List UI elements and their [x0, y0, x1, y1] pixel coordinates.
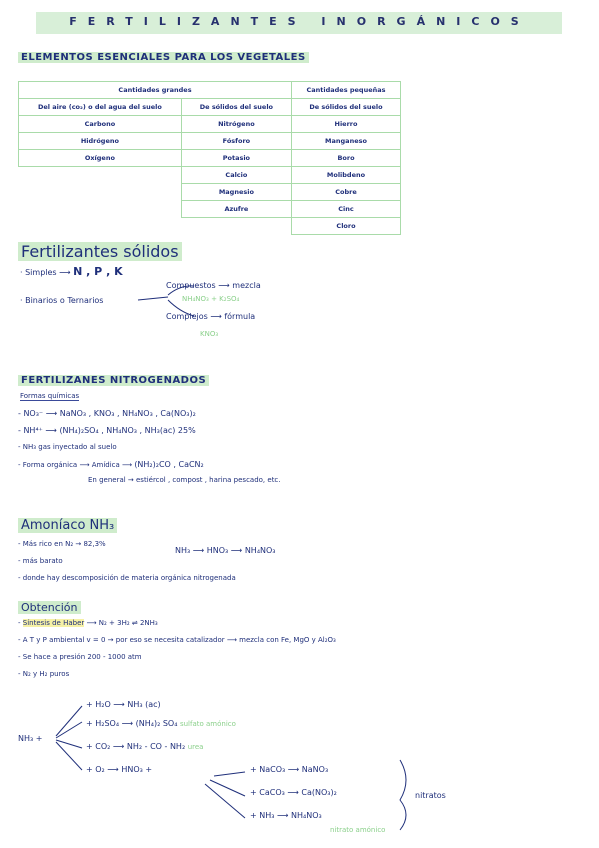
reaction-row-1: + H₂O ⟶ NH₃ (ac) — [86, 700, 161, 709]
obtencion-line-2: - A T y P ambiental v = 0 → por eso se necesita catalizador ⟶ mezcla con Fe, MgO y Al₂O₃ — [18, 636, 336, 644]
table-cell: Molibdeno — [292, 167, 401, 184]
table-cell: Cloro — [292, 218, 401, 235]
ammonia-line-3: - donde hay descomposición de materia orgánica nitrogenada — [18, 574, 236, 582]
table-cell: Nitrógeno — [181, 116, 291, 133]
col-header-air: Del aire (co₂) o del agua del suelo — [19, 99, 182, 116]
nh3-reactant: NH₃ + — [18, 734, 43, 743]
ammonia-line-2: - más barato — [18, 557, 63, 565]
complejos-example: KNO₃ — [200, 330, 219, 338]
simples-row: · Simples ⟶ N , P , K — [20, 265, 123, 278]
nitro-line-4: - Forma orgánica ⟶ Amídica ⟶ (NH₂)₂CO , CaCN₂ — [18, 460, 204, 469]
nitrate-row-2: + CaCO₃ ⟶ Ca(NO₃)₂ — [250, 788, 337, 797]
nitratos-label: nitratos — [415, 791, 446, 800]
obtencion-line-1: - Síntesis de Haber ⟶ N₂ + 3H₂ ⇌ 2NH₃ — [18, 619, 158, 627]
reaction-row-4: + O₂ ⟶ HNO₃ + — [86, 765, 153, 774]
obtencion-line-3: - Se hace a presión 200 - 1000 atm — [18, 653, 142, 661]
reaction-row-2: + H₂SO₄ ⟶ (NH₄)₂ SO₄ sulfato amónico — [86, 719, 236, 728]
table-cell: Azufre — [181, 201, 291, 218]
nitro-line-5: En general → estiércol , compost , harina pescado, etc. — [88, 476, 281, 484]
table-cell: Calcio — [181, 167, 291, 184]
nitrate-row-3: + NH₃ ⟶ NH₄NO₃ — [250, 811, 322, 820]
compuestos-row: Compuestos ⟶ mezcla — [166, 281, 261, 290]
nitrate-row-1: + NaCO₃ ⟶ NaNO₃ — [250, 765, 329, 774]
complejos-row: Complejos ⟶ fórmula — [166, 312, 256, 321]
section4-heading: Amoníaco NH₃ — [18, 518, 117, 533]
page-title: FERTILIZANTES INORGÁNICOS — [69, 15, 530, 28]
nitro-line-1: - NO₃⁻ ⟶ NaNO₃ , KNO₃ , NH₄NO₃ , Ca(NO₃)₂ — [18, 409, 196, 418]
group-header-small: Cantidades pequeñas — [292, 82, 401, 99]
nitro-line-2: - NH⁴⁺ ⟶ (NH₄)₂SO₄ , NH₄NO₃ , NH₃(ac) 25% — [18, 426, 196, 435]
col-header-solid-large: De sólidos del suelo — [181, 99, 291, 116]
reaction-row-3: + CO₂ ⟶ NH₂ - CO - NH₂ urea — [86, 742, 204, 751]
table-cell: Oxígeno — [19, 150, 182, 167]
binarios-label: · Binarios o Ternarios — [20, 296, 104, 305]
table-cell: Manganeso — [292, 133, 401, 150]
obtencion-line-4: - N₂ y H₂ puros — [18, 670, 70, 678]
table-cell: Magnesio — [181, 184, 291, 201]
col-header-solid-small: De sólidos del suelo — [292, 99, 401, 116]
table-cell: Boro — [292, 150, 401, 167]
nitro-line-3: - NH₃ gas inyectado al suelo — [18, 443, 117, 451]
table-cell: Hidrógeno — [19, 133, 182, 150]
ammonia-chain: NH₃ ⟶ HNO₃ ⟶ NH₄NO₃ — [175, 546, 276, 555]
section3-sub: Formas químicas — [20, 392, 80, 400]
group-header-large: Cantidades grandes — [19, 82, 292, 99]
section1-heading: ELEMENTOS ESENCIALES PARA LOS VEGETALES — [18, 52, 309, 63]
table-cell: Potasio — [181, 150, 291, 167]
ammonia-line-1: - Más rico en N₂ → 82,3% — [18, 540, 106, 548]
table-cell: Hierro — [292, 116, 401, 133]
table-cell: Cobre — [292, 184, 401, 201]
section5-heading: Obtención — [18, 601, 81, 614]
compuestos-example: NH₄NO₃ + K₂SO₄ — [182, 295, 240, 303]
table-cell: Carbono — [19, 116, 182, 133]
table-cell: Cinc — [292, 201, 401, 218]
nitrate-label: nitrato amónico — [330, 826, 386, 834]
section3-heading: FERTILIZANES NITROGENADOS — [18, 375, 209, 386]
table-cell: Fósforo — [181, 133, 291, 150]
section2-heading: Fertilizantes sólidos — [18, 242, 182, 261]
